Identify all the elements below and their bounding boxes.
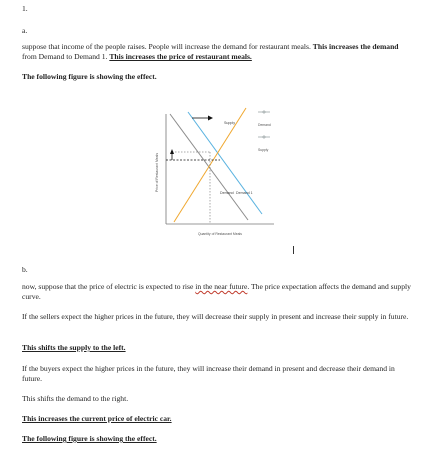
part-b-price-increase: This increases the current price of electric car. xyxy=(22,414,172,423)
demand-label: Demand xyxy=(220,191,234,195)
part-a-bold-text: This increases the demand xyxy=(312,42,399,51)
supply-demand-figure xyxy=(150,100,290,250)
supply-label: Supply xyxy=(224,121,235,125)
shift-arrow-head xyxy=(208,116,213,121)
legend-demand-label: Demand xyxy=(258,123,271,127)
part-a-conclusion: This increases the price of restaurant meals. xyxy=(109,52,252,62)
part-b-paragraph-5: This shifts the demand to the right. xyxy=(22,394,129,403)
y-axis-label: Price of Restaurant Meals xyxy=(155,152,159,192)
part-b-supply-shift: This shifts the supply to the left. xyxy=(22,343,126,352)
part-b-spellcheck-phrase: in the near future xyxy=(195,282,248,291)
part-b-text-2: . The price expectation affects the demand and supply curve. xyxy=(22,282,411,302)
part-a-paragraph xyxy=(22,42,414,62)
part-b-letter: b. xyxy=(22,265,28,274)
part-a-text-2: from Demand to Demand 1. xyxy=(22,52,108,62)
x-axis-label: Quantity of Restaurant Meals xyxy=(198,232,242,236)
demand-1-label: Demand 1 xyxy=(236,191,253,195)
part-b-paragraph-2: If the sellers expect the higher prices in the future, they will decrease their supply in present and increase their supply in future. xyxy=(22,312,409,321)
question-number: 1. xyxy=(22,4,28,13)
part-a-letter: a. xyxy=(22,26,28,35)
text-cursor xyxy=(293,246,294,254)
part-a-text-1: suppose that income of the people raises. People will increase the demand for restaurant meals. xyxy=(22,42,311,51)
demand-1-curve xyxy=(188,112,262,214)
part-b-paragraph-1 xyxy=(22,282,414,302)
part-a-figure-caption: The following figure is showing the effect. xyxy=(22,72,157,81)
legend xyxy=(258,111,271,152)
part-b-text-1: now, suppose that the price of electric is expected to rise xyxy=(22,282,194,291)
price-arrow-head xyxy=(170,149,174,154)
part-b-figure-caption: The following figure is showing the effect. xyxy=(22,434,157,443)
legend-supply-label: Supply xyxy=(258,148,269,152)
part-b-paragraph-4: If the buyers expect the higher prices in the future, they will increase their demand in present and decrease their demand in future. xyxy=(22,364,395,384)
